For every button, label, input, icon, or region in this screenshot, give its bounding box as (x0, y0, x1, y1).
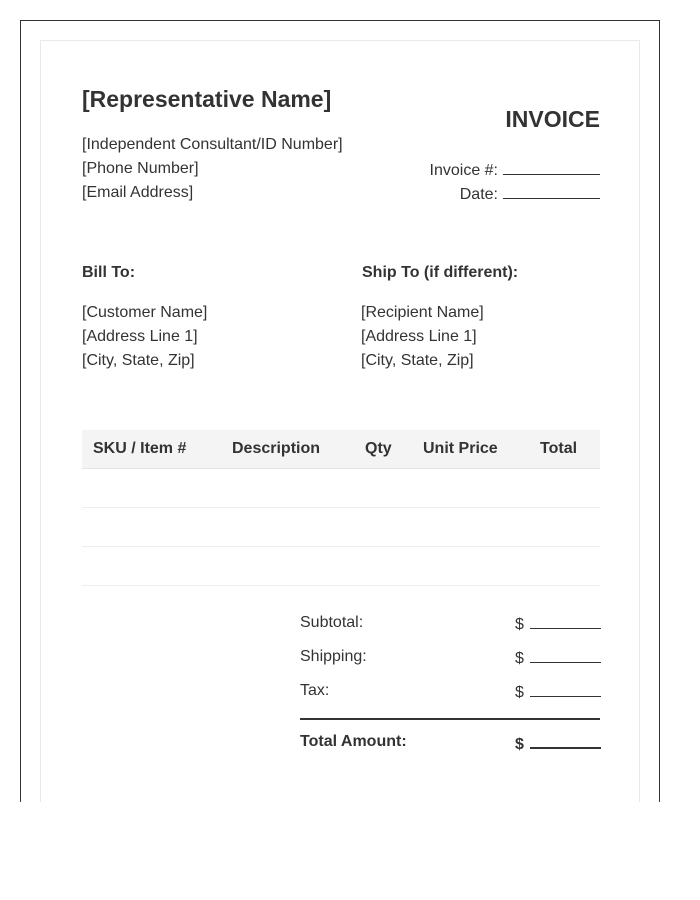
items-table (82, 430, 600, 586)
tax-label: Tax: (300, 682, 330, 699)
bill-to-line: [Address Line 1] (82, 328, 198, 345)
table-row[interactable] (82, 547, 600, 586)
invoice-number-row (430, 160, 600, 180)
column-header-total: Total (540, 440, 578, 457)
bill-to-heading: Bill To: (82, 264, 136, 281)
phone-number: [Phone Number] (82, 160, 199, 177)
ship-to-line: [Address Line 1] (361, 328, 477, 345)
currency-symbol: $ (515, 736, 524, 753)
invoice-number-label: Invoice #: (429, 162, 498, 179)
column-header-unit-price: Unit Price (423, 440, 498, 457)
totals-divider (300, 718, 600, 720)
table-row[interactable] (82, 508, 600, 547)
ship-to-line: [Recipient Name] (361, 304, 484, 321)
tax-value (515, 682, 601, 702)
total-amount-value (515, 733, 601, 754)
subtotal-value (515, 614, 601, 634)
table-row[interactable] (82, 469, 600, 508)
bill-to-line: [City, State, Zip] (82, 352, 195, 369)
date-blank[interactable] (503, 184, 600, 199)
subtotal-label: Subtotal: (300, 614, 364, 631)
shipping-label: Shipping: (300, 648, 367, 665)
shipping-blank[interactable] (530, 648, 601, 663)
total-amount-blank[interactable] (530, 733, 601, 749)
subtotal-blank[interactable] (530, 614, 601, 629)
items-table-header (82, 430, 600, 469)
email-address: [Email Address] (82, 184, 194, 201)
total-amount-label: Total Amount: (300, 733, 407, 750)
date-label: Date: (459, 186, 498, 203)
ship-to-heading: Ship To (if different): (362, 264, 519, 281)
bill-to-line: [Customer Name] (82, 304, 208, 321)
column-header-qty: Qty (365, 440, 392, 457)
shipping-value (515, 648, 601, 668)
currency-symbol: $ (515, 650, 524, 667)
column-header-description: Description (232, 440, 321, 457)
tax-blank[interactable] (530, 682, 601, 697)
invoice-number-blank[interactable] (503, 160, 600, 175)
ship-to-line: [City, State, Zip] (361, 352, 474, 369)
column-header-sku: SKU / Item # (93, 440, 187, 457)
currency-symbol: $ (515, 684, 524, 701)
representative-name: [Representative Name] (82, 86, 332, 112)
date-row (460, 184, 600, 204)
currency-symbol: $ (515, 616, 524, 633)
invoice-title: INVOICE (505, 106, 600, 132)
consultant-id: [Independent Consultant/ID Number] (82, 136, 343, 153)
